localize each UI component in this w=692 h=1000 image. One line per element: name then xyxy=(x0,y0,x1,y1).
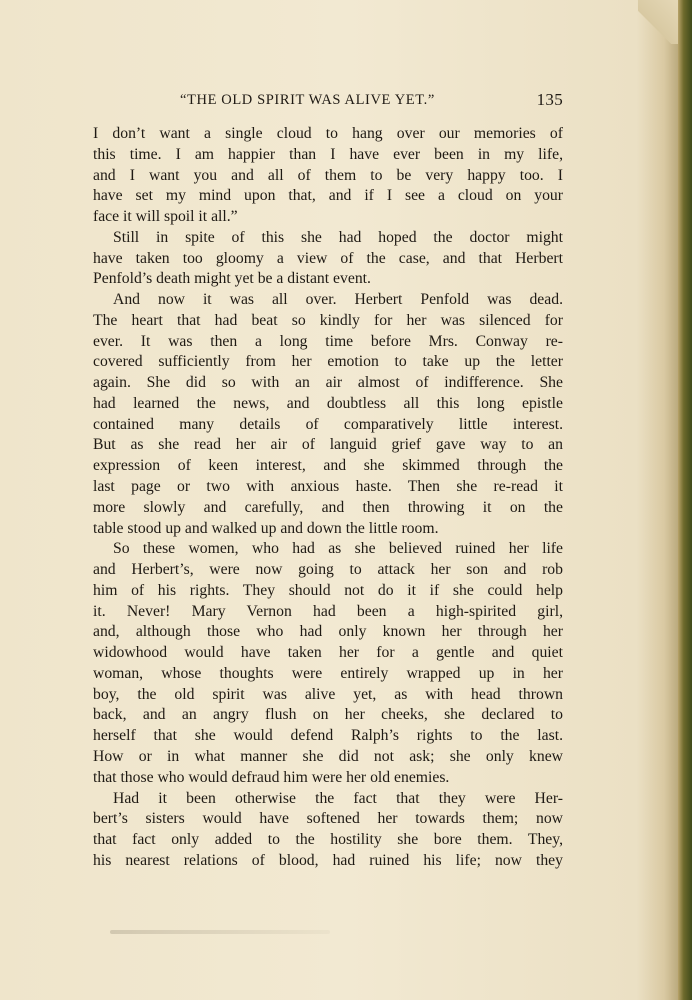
running-head: “THE OLD SPIRIT WAS ALIVE YET.” xyxy=(180,92,435,108)
page-number: 135 xyxy=(536,90,563,109)
book-spine-edge xyxy=(678,0,692,1000)
text-line: covered sufficiently from her emotion to take up the letter xyxy=(93,353,563,371)
paragraph xyxy=(93,124,563,228)
text-line: The heart that had beat so kindly for her was silenced for xyxy=(93,311,563,329)
page-header xyxy=(108,92,563,110)
text-line: ever. It was then a long time before Mrs. Conway re- xyxy=(93,332,563,350)
text-line: and, although those who had only known her through her xyxy=(93,623,563,641)
text-line: So these women, who had as she believed ruined her life xyxy=(113,540,563,558)
text-line: had learned the news, and doubtless all this long epistle xyxy=(93,394,563,412)
text-line: And now it was all over. Herbert Penfold was dead. xyxy=(113,291,563,309)
text-line: bert’s sisters would have softened her towards them; now xyxy=(93,810,563,828)
page-body xyxy=(93,124,563,872)
text-line: him of his rights. They should not do it if she could help xyxy=(93,581,563,599)
text-line: I don’t want a single cloud to hang over our memories of xyxy=(93,125,563,142)
text-line: more slowly and carefully, and then throwing it on the xyxy=(93,498,563,516)
text-line: that those who would defraud him were her old enemies. xyxy=(93,768,450,786)
text-line: How or in what manner she did not ask; she only knew xyxy=(93,747,563,765)
text-line: table stood up and walked up and down the little room. xyxy=(93,519,439,537)
paragraph xyxy=(93,290,563,539)
text-line: widowhood would have taken her for a gentle and quiet xyxy=(93,644,563,662)
text-line: again. She did so with an air almost of indifference. She xyxy=(93,374,563,392)
text-line: Still in spite of this she had hoped the doctor might xyxy=(113,228,563,246)
text-line: back, and an angry flush on her cheeks, she declared to xyxy=(93,706,563,724)
paragraph xyxy=(93,789,563,872)
text-line: it. Never! Mary Vernon had been a high-spirited girl, xyxy=(93,602,563,620)
paragraph xyxy=(93,539,563,788)
text-line: and I want you and all of them to be very happy too. I xyxy=(93,166,563,184)
text-line: his nearest relations of blood, had ruined his life; now they xyxy=(93,851,563,869)
text-line: face it will spoil it all.” xyxy=(93,208,238,226)
text-line: expression of keen interest, and she skimmed through the xyxy=(93,457,563,475)
text-line: Had it been otherwise the fact that they were Her- xyxy=(113,789,563,807)
text-line: But as she read her air of languid grief gave way to an xyxy=(93,436,563,454)
text-line: herself that she would defend Ralph’s rights to the last. xyxy=(93,727,563,745)
text-line: have taken too gloomy a view of the case, and that Herbert xyxy=(93,249,563,267)
text-line: that fact only added to the hostility she bore them. They, xyxy=(93,831,563,849)
text-line: have set my mind upon that, and if I see a cloud on your xyxy=(93,187,563,205)
text-line: boy, the old spirit was alive yet, as with head thrown xyxy=(93,685,563,703)
paragraph xyxy=(93,228,563,290)
text-line: woman, whose thoughts were entirely wrapped up in her xyxy=(93,664,563,682)
text-line: and Herbert’s, were now going to attack her son and rob xyxy=(93,561,563,579)
paper-smudge xyxy=(110,930,330,934)
text-line: this time. I am happier than I have ever been in my life, xyxy=(93,145,563,163)
text-line: Penfold’s death might yet be a distant event. xyxy=(93,270,371,288)
page-corner-fold xyxy=(638,0,678,44)
text-line: last page or two with anxious haste. Then she re-read it xyxy=(93,478,563,496)
text-line: contained many details of comparatively little interest. xyxy=(93,415,563,433)
